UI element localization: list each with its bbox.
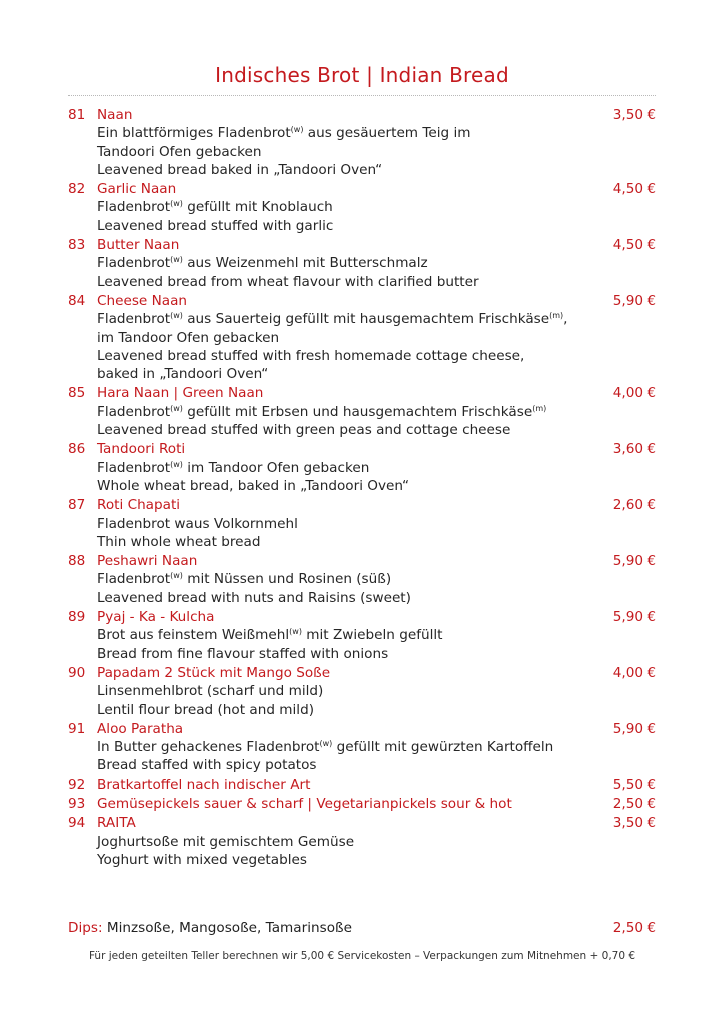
menu-item [68,440,656,495]
menu-item-description [68,421,656,439]
menu-item-header [68,496,656,514]
menu-item-number: 93 [68,795,86,812]
allergen-marker: (m) [549,311,564,321]
description-text: aus Weizenmehl mit Butterschmalz [182,255,428,272]
allergen-marker: (w) [170,255,183,265]
menu-item [68,720,656,775]
menu-item-description [68,124,656,142]
menu-item [68,236,656,291]
menu-item-price: 3,60 € [612,441,656,458]
menu-item-name: Papadam 2 Stück mit Mango Soße [97,664,331,681]
allergen-marker: (w) [170,571,183,581]
page-title: Indisches Brot | Indian Bread [215,63,509,87]
menu-item [68,552,656,607]
description-text: Linsenmehlbrot (scharf und mild) [97,683,324,700]
menu-item-header [68,664,656,682]
menu-item-name: Naan [97,107,133,123]
menu-item-description [68,533,656,551]
dips-label: Dips: [68,920,103,936]
menu-item-description [68,217,656,235]
menu-item-number: 85 [68,385,86,402]
menu-item-number: 88 [68,553,86,570]
menu-item-description [68,515,656,533]
menu-item-description [68,833,656,851]
description-text: baked in „Tandoori Oven“ [97,366,269,383]
menu-item-description [68,851,656,869]
menu-item-price: 3,50 € [612,815,656,832]
description-text: Fladenbrot [97,199,171,216]
menu-item-number: 87 [68,497,86,514]
description-text: Leavened bread with nuts and Raisins (sweet) [97,589,411,606]
description-text: Brot aus feinstem Weißmehl [97,627,290,644]
menu-item-price: 5,50 € [612,776,656,793]
menu-item-header [68,552,656,570]
menu-item-header [68,106,656,124]
menu-list [68,106,656,870]
menu-item-price: 2,50 € [612,795,656,812]
menu-item-description [68,403,656,421]
menu-item-description [68,738,656,756]
menu-item-number: 83 [68,237,86,254]
menu-item-price: 4,00 € [612,664,656,681]
menu-item-number: 89 [68,609,86,626]
menu-item-header [68,440,656,458]
menu-item-price: 5,90 € [612,609,656,626]
description-text: aus gesäuertem Teig im [303,125,471,142]
menu-item-description [68,161,656,179]
allergen-marker: (w) [289,627,302,637]
menu-item-number: 81 [68,107,86,123]
menu-item-header [68,776,656,794]
allergen-marker: (w) [170,459,183,469]
menu-item-description [68,329,656,347]
description-text: Bread staffed with spicy potatos [97,757,317,774]
menu-item-header [68,795,656,813]
menu-item-description [68,310,656,328]
allergen-marker: (w) [170,199,183,209]
description-text: Thin whole wheat bread [97,533,261,550]
menu-item [68,608,656,663]
description-text: Fladenbrot [97,311,171,328]
menu-item-name: Butter Naan [97,237,180,254]
menu-item-number: 91 [68,720,86,737]
menu-item-price: 3,50 € [612,107,656,123]
menu-item-name: Peshawri Naan [97,553,198,570]
description-text: Leavened bread stuffed with garlic [97,217,334,234]
menu-item [68,106,656,179]
menu-item-description [68,756,656,774]
menu-item-header [68,180,656,198]
description-text: mit Nüssen und Rosinen (süß) [182,571,392,588]
allergen-marker: (m) [532,403,547,413]
menu-item [68,795,656,813]
description-text: gefüllt mit Erbsen und hausgemachtem Frischkäse [182,403,533,420]
menu-item-description [68,198,656,216]
menu-item [68,814,656,869]
description-text: aus Sauerteig gefüllt mit hausgemachtem Frischkäse [182,311,550,328]
menu-item-header [68,236,656,254]
menu-item-price: 2,60 € [612,497,656,514]
menu-item-price: 4,50 € [612,237,656,254]
menu-item-name: Gemüsepickels sauer & scharf | Vegetarianpickels sour & hot [97,795,512,812]
description-text: Leavened bread stuffed with green peas and cottage cheese [97,422,511,439]
menu-item-description [68,365,656,383]
description-text: Ein blattförmiges Fladenbrot [97,125,291,142]
menu-item-description [68,459,656,477]
allergen-marker: (w) [290,125,304,135]
description-text: Fladenbrot waus Volkornmehl [97,515,298,532]
menu-item-description [68,347,656,365]
menu-item-description [68,701,656,719]
menu-item-description [68,570,656,588]
dips-text: Minzsoße, Mangosoße, Tamarinsoße [102,920,352,936]
menu-item-description [68,477,656,495]
menu-item-header [68,814,656,832]
description-text: gefüllt mit Knoblauch [182,199,333,216]
description-text: im Tandoor Ofen gebacken [97,329,280,346]
description-text: Tandoori Ofen gebacken [97,143,262,160]
menu-item-number: 90 [68,664,86,681]
menu-item-name: Roti Chapati [97,497,181,514]
allergen-marker: (w) [319,739,333,749]
description-text: Leavened bread stuffed with fresh homemade cottage cheese, [97,347,525,364]
menu-item-name: Pyaj - Ka - Kulcha [97,609,215,626]
menu-item-description [68,254,656,272]
menu-item-header [68,292,656,310]
menu-item-description [68,143,656,161]
menu-item [68,384,656,439]
description-text: gefüllt mit gewürzten Kartoffeln [332,739,554,756]
description-text: im Tandoor Ofen gebacken [182,459,370,476]
description-text: Leavened bread from wheat flavour with clarified butter [97,273,479,290]
menu-item-header [68,608,656,626]
allergen-marker: (w) [170,403,183,413]
menu-item-name: Cheese Naan [97,292,188,309]
menu-item [68,292,656,383]
menu-item-price: 5,90 € [612,720,656,737]
allergen-marker: (w) [170,311,183,321]
dips-price: 2,50 € [612,920,656,936]
menu-item-number: 94 [68,815,86,832]
menu-item-price: 4,50 € [612,181,656,198]
description-text: Leavened bread baked in „Tandoori Oven“ [97,161,383,178]
description-text: Joghurtsoße mit gemischtem Gemüse [97,833,355,850]
menu-item-number: 84 [68,292,86,309]
menu-item-header [68,384,656,402]
menu-item-name: Hara Naan | Green Naan [97,385,264,402]
menu-item [68,664,656,719]
menu-item-name: Bratkartoffel nach indischer Art [97,776,311,793]
service-note: Für jeden geteilten Teller berechnen wir 5,00 € Servicekosten – Verpackungen zum Mitnehmen + 0,70 € [88,950,636,962]
menu-item-description [68,626,656,644]
menu-item-description [68,682,656,700]
description-text: Whole wheat bread, baked in „Tandoori Oven“ [97,477,410,494]
menu-item-price: 5,90 € [612,292,656,309]
description-text: Bread from fine flavour staffed with onions [97,645,389,662]
description-text: Fladenbrot [97,255,171,272]
dips-row [68,918,656,938]
menu-item-number: 82 [68,181,86,198]
description-text: Fladenbrot [97,459,171,476]
menu-item-number: 92 [68,776,86,793]
menu-item [68,496,656,551]
description-text: Lentil flour bread (hot and mild) [97,701,314,718]
menu-item-description [68,273,656,291]
description-text: Fladenbrot [97,571,171,588]
menu-item [68,776,656,794]
menu-item-name: Tandoori Roti [97,441,186,458]
menu-item-price: 4,00 € [612,385,656,402]
description-text: , [563,311,568,328]
menu-item-number: 86 [68,441,86,458]
description-text: Yoghurt with mixed vegetables [97,851,307,868]
menu-item-name: RAITA [97,815,136,832]
menu-item-description [68,589,656,607]
description-text: Fladenbrot [97,403,171,420]
menu-item-name: Garlic Naan [97,181,177,198]
menu-item-header [68,720,656,738]
menu-item [68,180,656,235]
description-text: mit Zwiebeln gefüllt [301,627,443,644]
title-divider [68,95,656,96]
menu-item-name: Aloo Paratha [97,720,184,737]
description-text: In Butter gehackenes Fladenbrot [97,739,320,756]
menu-item-description [68,645,656,663]
menu-item-price: 5,90 € [612,553,656,570]
